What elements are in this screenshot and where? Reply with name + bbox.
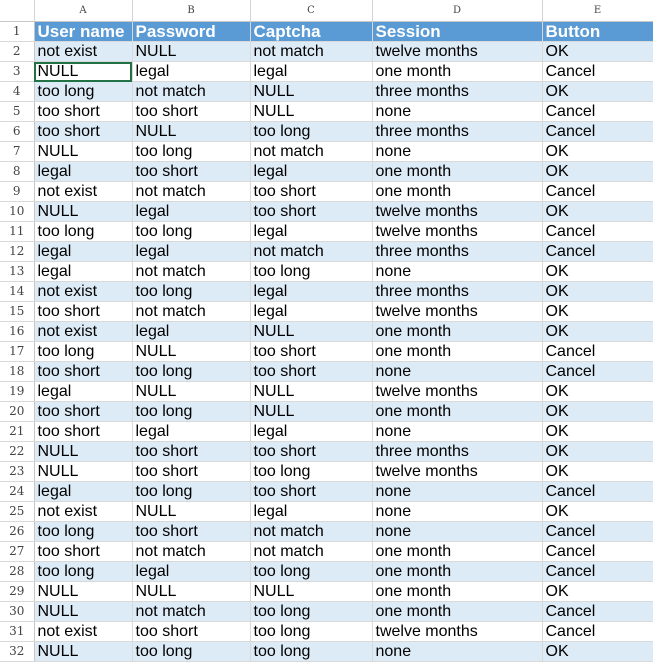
table-row [0,362,653,382]
table-row [0,142,653,162]
cell[interactable]: too long [250,122,372,142]
cell[interactable]: legal [250,62,372,82]
table-row [0,62,653,82]
cell[interactable]: not match [250,242,372,262]
cell[interactable]: OK [542,202,653,222]
cell[interactable]: twelve months [372,42,542,62]
cell[interactable]: not match [250,542,372,562]
row-number[interactable]: 18 [0,362,34,382]
cell[interactable]: NULL [250,322,372,342]
cell[interactable]: too short [34,542,132,562]
table-row [0,162,653,182]
cell[interactable]: too long [132,362,250,382]
cell[interactable]: OK [542,462,653,482]
cell[interactable]: twelve months [372,222,542,242]
cell[interactable]: twelve months [372,202,542,222]
table-row [0,442,653,462]
cell[interactable]: NULL [250,582,372,602]
table-row [0,302,653,322]
cell[interactable]: too long [34,222,132,242]
cell[interactable]: too short [34,302,132,322]
cell[interactable]: NULL [34,142,132,162]
header-cell[interactable]: Captcha [250,22,372,42]
table-row [0,282,653,302]
row-number[interactable]: 15 [0,302,34,322]
row-number[interactable]: 32 [0,642,34,662]
cell[interactable]: NULL [34,62,132,82]
cell[interactable]: too long [250,622,372,642]
row-number[interactable]: 16 [0,322,34,342]
cell[interactable]: legal [34,242,132,262]
table-row [0,182,653,202]
table-row [0,222,653,242]
cell[interactable]: legal [250,282,372,302]
cell[interactable]: legal [132,202,250,222]
cell[interactable]: too long [250,462,372,482]
cell[interactable]: three months [372,122,542,142]
table-row [0,342,653,362]
row-number[interactable]: 19 [0,382,34,402]
table-row [0,422,653,442]
cell[interactable]: OK [542,282,653,302]
cell[interactable]: none [372,522,542,542]
row-number[interactable]: 17 [0,342,34,362]
cell[interactable]: NULL [132,582,250,602]
row-number[interactable]: 31 [0,622,34,642]
table-row [0,582,653,602]
cell[interactable]: not match [132,602,250,622]
column-header-e[interactable]: E [542,0,653,22]
column-header-c[interactable]: C [250,0,372,22]
table-row [0,482,653,502]
cell[interactable]: too short [250,362,372,382]
cell[interactable]: too long [250,562,372,582]
cell[interactable]: one month [372,562,542,582]
cell[interactable]: Cancel [542,622,653,642]
cell[interactable]: legal [132,562,250,582]
cell[interactable]: not match [132,542,250,562]
cell[interactable]: none [372,142,542,162]
row-number[interactable]: 4 [0,82,34,102]
cell[interactable]: too short [250,442,372,462]
cell[interactable]: not match [132,262,250,282]
cell[interactable]: Cancel [542,102,653,122]
table-row [0,542,653,562]
cell[interactable]: too short [34,102,132,122]
header-cell[interactable]: User name [34,22,132,42]
row-number[interactable]: 12 [0,242,34,262]
cell[interactable]: legal [132,322,250,342]
cell[interactable]: three months [372,82,542,102]
row-number[interactable]: 6 [0,122,34,142]
column-header-a[interactable]: A [34,0,132,22]
column-header-b[interactable]: B [132,0,250,22]
table-row [0,82,653,102]
cell[interactable]: too short [34,122,132,142]
row-number[interactable]: 5 [0,102,34,122]
cell[interactable]: OK [542,302,653,322]
cell[interactable]: none [372,362,542,382]
row-number[interactable]: 29 [0,582,34,602]
cell[interactable]: NULL [34,462,132,482]
cell[interactable]: Cancel [542,562,653,582]
cell[interactable]: legal [34,482,132,502]
table-row [0,262,653,282]
cell[interactable]: too short [132,622,250,642]
cell[interactable]: too long [34,522,132,542]
cell[interactable]: not match [132,182,250,202]
cell[interactable]: OK [542,262,653,282]
cell[interactable]: twelve months [372,302,542,322]
cell[interactable]: OK [542,322,653,342]
cell[interactable]: too long [250,602,372,622]
table-row [0,382,653,402]
cell[interactable]: twelve months [372,382,542,402]
cell[interactable]: three months [372,442,542,462]
cell[interactable]: too long [250,262,372,282]
cell[interactable]: too short [250,482,372,502]
select-all-corner[interactable] [0,0,34,22]
table-row [0,102,653,122]
row-number[interactable]: 10 [0,202,34,222]
cell[interactable]: twelve months [372,462,542,482]
cell[interactable]: not match [250,522,372,542]
row-number[interactable]: 1 [0,22,34,42]
cell[interactable]: too short [250,342,372,362]
row-number[interactable]: 14 [0,282,34,302]
cell[interactable]: one month [372,62,542,82]
cell[interactable]: too short [34,362,132,382]
cell[interactable]: Cancel [542,122,653,142]
header-cell[interactable]: Password [132,22,250,42]
cell[interactable]: Cancel [542,542,653,562]
cell[interactable]: too long [132,282,250,302]
cell[interactable]: OK [542,582,653,602]
table-row [0,122,653,142]
table-row [0,602,653,622]
cell[interactable]: one month [372,542,542,562]
cell[interactable]: OK [542,142,653,162]
cell[interactable]: too short [34,422,132,442]
cell[interactable]: Cancel [542,342,653,362]
cell[interactable]: Cancel [542,242,653,262]
cell[interactable]: none [372,502,542,522]
table-row [0,322,653,342]
cell[interactable]: none [372,422,542,442]
cell[interactable]: too short [132,522,250,542]
table-row [0,242,653,262]
row-number[interactable]: 3 [0,62,34,82]
cell[interactable]: Cancel [542,362,653,382]
cell[interactable]: legal [34,262,132,282]
cell[interactable]: one month [372,162,542,182]
row-number[interactable]: 27 [0,542,34,562]
cell[interactable]: too long [34,342,132,362]
row-number[interactable]: 21 [0,422,34,442]
cell[interactable]: not match [250,42,372,62]
cell[interactable]: OK [542,382,653,402]
row-number[interactable]: 30 [0,602,34,622]
cell[interactable]: NULL [250,402,372,422]
row-number[interactable]: 11 [0,222,34,242]
table-row [0,402,653,422]
cell[interactable]: legal [250,502,372,522]
cell[interactable]: one month [372,602,542,622]
cell[interactable]: not exist [34,42,132,62]
cell[interactable]: too short [132,462,250,482]
cell[interactable]: Cancel [542,522,653,542]
table-row [0,202,653,222]
cell[interactable]: not exist [34,622,132,642]
cell[interactable]: too short [132,102,250,122]
cell[interactable]: none [372,102,542,122]
cell[interactable]: OK [542,642,653,662]
row-number[interactable]: 25 [0,502,34,522]
cell[interactable]: legal [250,162,372,182]
header-row [0,22,653,42]
row-number[interactable]: 9 [0,182,34,202]
table-row [0,462,653,482]
row-number[interactable]: 7 [0,142,34,162]
table-row [0,502,653,522]
cell[interactable]: Cancel [542,62,653,82]
cell[interactable]: Cancel [542,482,653,502]
row-number[interactable]: 23 [0,462,34,482]
table-row [0,42,653,62]
cell[interactable]: Cancel [542,182,653,202]
cell[interactable]: NULL [250,382,372,402]
cell[interactable]: not match [132,82,250,102]
cell[interactable]: too long [132,222,250,242]
cell[interactable]: OK [542,442,653,462]
row-number[interactable]: 28 [0,562,34,582]
row-number[interactable]: 20 [0,402,34,422]
cell[interactable]: too short [132,442,250,462]
cell[interactable]: not exist [34,282,132,302]
column-header-row [0,0,653,22]
row-number[interactable]: 13 [0,262,34,282]
cell[interactable]: too long [132,642,250,662]
cell[interactable]: NULL [34,642,132,662]
cell[interactable]: too long [132,142,250,162]
cell[interactable]: too long [132,402,250,422]
table-row [0,522,653,542]
table-row [0,562,653,582]
cell[interactable]: too short [34,402,132,422]
cell[interactable]: too long [34,562,132,582]
cell[interactable]: OK [542,422,653,442]
cell[interactable]: too long [34,82,132,102]
cell[interactable]: one month [372,342,542,362]
cell[interactable]: NULL [132,42,250,62]
header-cell[interactable]: Button [542,22,653,42]
cell[interactable]: one month [372,582,542,602]
cell[interactable]: NULL [132,382,250,402]
cell[interactable]: Cancel [542,222,653,242]
cell[interactable]: one month [372,402,542,422]
cell[interactable]: NULL [34,582,132,602]
table-row [0,642,653,662]
cell[interactable]: too short [250,182,372,202]
cell[interactable]: not match [132,302,250,322]
cell[interactable]: legal [34,382,132,402]
cell[interactable]: too long [132,482,250,502]
cell[interactable]: one month [372,322,542,342]
cell[interactable]: legal [250,222,372,242]
cell[interactable]: not exist [34,502,132,522]
cell[interactable]: legal [132,62,250,82]
cell[interactable]: too long [250,642,372,662]
cell[interactable]: one month [372,182,542,202]
cell[interactable]: not exist [34,322,132,342]
cell[interactable]: none [372,482,542,502]
row-number[interactable]: 24 [0,482,34,502]
cell[interactable]: legal [250,422,372,442]
table-row [0,622,653,642]
cell[interactable]: OK [542,502,653,522]
cell[interactable]: not match [250,142,372,162]
cell[interactable]: NULL [34,602,132,622]
cell[interactable]: NULL [34,442,132,462]
cell[interactable]: not exist [34,182,132,202]
row-number[interactable]: 26 [0,522,34,542]
cell[interactable]: too short [132,162,250,182]
cell[interactable]: none [372,642,542,662]
cell[interactable]: NULL [250,102,372,122]
cell[interactable]: legal [250,302,372,322]
cell[interactable]: Cancel [542,602,653,622]
cell[interactable]: legal [34,162,132,182]
cell[interactable]: NULL [132,122,250,142]
cell[interactable]: OK [542,402,653,422]
cell[interactable]: twelve months [372,622,542,642]
cell[interactable]: legal [132,422,250,442]
cell[interactable]: three months [372,282,542,302]
cell[interactable]: too short [250,202,372,222]
cell[interactable]: NULL [250,82,372,102]
cell[interactable]: none [372,262,542,282]
cell[interactable]: OK [542,42,653,62]
cell[interactable]: NULL [132,502,250,522]
cell[interactable]: OK [542,162,653,182]
cell[interactable]: NULL [132,342,250,362]
header-cell[interactable]: Session [372,22,542,42]
row-number[interactable]: 22 [0,442,34,462]
cell[interactable]: three months [372,242,542,262]
cell[interactable]: OK [542,82,653,102]
row-number[interactable]: 8 [0,162,34,182]
column-header-d[interactable]: D [372,0,542,22]
cell[interactable]: NULL [34,202,132,222]
row-number[interactable]: 2 [0,42,34,62]
cell[interactable]: legal [132,242,250,262]
